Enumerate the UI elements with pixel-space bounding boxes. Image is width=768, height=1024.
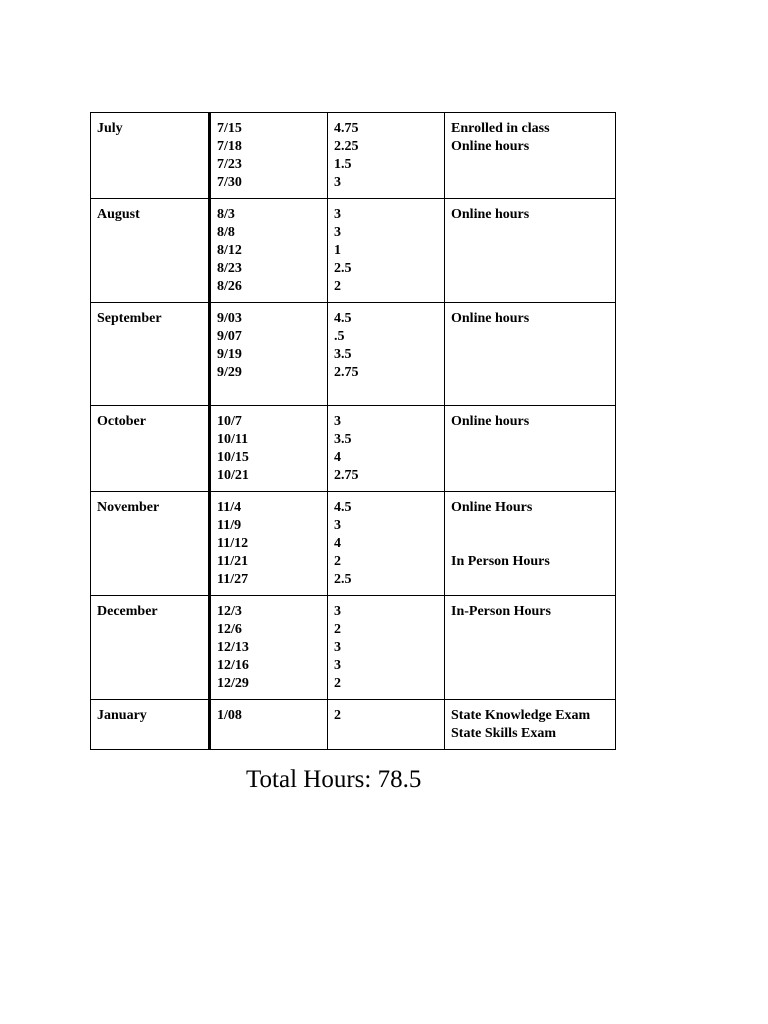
dates-cell <box>210 303 328 406</box>
dates-cell <box>210 492 328 596</box>
date-entry: 10/7 <box>217 414 242 429</box>
note-entry: In Person Hours <box>451 554 550 569</box>
notes-cell <box>445 700 616 750</box>
month-cell <box>91 596 210 700</box>
date-entry: 7/23 <box>217 157 242 172</box>
month-label: August <box>97 207 140 222</box>
dates-cell <box>210 199 328 303</box>
date-entry: 8/8 <box>217 225 235 240</box>
hours-entry: 2 <box>334 554 341 569</box>
hours-entry: 2.75 <box>334 468 359 483</box>
hours-entry: 2 <box>334 279 341 294</box>
notes-cell <box>445 406 616 492</box>
date-entry: 10/11 <box>217 432 249 447</box>
hours-entry: 4.5 <box>334 311 352 326</box>
note-entry: Enrolled in class <box>451 121 550 136</box>
hours-entry: 3 <box>334 414 341 429</box>
date-entry: 12/16 <box>217 658 249 673</box>
notes-cell <box>445 113 616 199</box>
date-entry: 12/29 <box>217 676 249 691</box>
month-label: October <box>97 414 146 429</box>
month-label: December <box>97 604 158 619</box>
month-label: July <box>97 121 123 136</box>
hours-entry: 2 <box>334 708 341 723</box>
note-entry: State Skills Exam <box>451 726 557 741</box>
table-row <box>91 406 616 492</box>
date-entry: 11/4 <box>217 500 242 515</box>
hours-log-table <box>90 112 616 750</box>
hours-entry: 2.5 <box>334 261 352 276</box>
month-cell <box>91 700 210 750</box>
date-entry: 11/9 <box>217 518 242 533</box>
hours-entry: 3 <box>334 225 341 240</box>
date-entry: 11/12 <box>217 536 249 551</box>
hours-entry: 2.75 <box>334 365 359 380</box>
hours-entry: 1.5 <box>334 157 352 172</box>
table-row <box>91 596 616 700</box>
hours-entry: 3 <box>334 518 341 533</box>
note-entry: State Knowledge Exam <box>451 708 591 723</box>
date-entry: 9/03 <box>217 311 242 326</box>
note-entry: Online hours <box>451 207 530 222</box>
hours-entry: 3 <box>334 207 341 222</box>
table-row <box>91 700 616 750</box>
note-entry: Online hours <box>451 414 530 429</box>
date-entry: 8/12 <box>217 243 242 258</box>
hours-cell <box>328 596 445 700</box>
date-entry: 9/19 <box>217 347 242 362</box>
date-entry: 11/21 <box>217 554 249 569</box>
date-entry: 11/27 <box>217 572 249 587</box>
hours-entry: 4.5 <box>334 500 352 515</box>
notes-cell <box>445 199 616 303</box>
month-label: September <box>97 311 162 326</box>
date-entry: 1/08 <box>217 708 242 723</box>
table-row <box>91 113 616 199</box>
date-entry: 12/13 <box>217 640 249 655</box>
date-entry: 9/29 <box>217 365 242 380</box>
hours-entry: 4 <box>334 536 341 551</box>
date-entry: 7/15 <box>217 121 242 136</box>
hours-entry: 2.25 <box>334 139 359 154</box>
month-label: November <box>97 500 160 515</box>
date-entry: 7/18 <box>217 139 242 154</box>
hours-entry: 3 <box>334 604 341 619</box>
hours-cell <box>328 303 445 406</box>
date-entry: 10/15 <box>217 450 249 465</box>
date-entry: 8/26 <box>217 279 242 294</box>
hours-entry: 2 <box>334 622 341 637</box>
hours-entry: 3 <box>334 658 341 673</box>
table-row <box>91 303 616 406</box>
month-cell <box>91 199 210 303</box>
dates-cell <box>210 113 328 199</box>
month-cell <box>91 492 210 596</box>
dates-cell <box>210 700 328 750</box>
month-label: January <box>97 708 147 723</box>
hours-cell <box>328 113 445 199</box>
note-entry: Online hours <box>451 311 530 326</box>
hours-entry: 3.5 <box>334 347 352 362</box>
hours-entry: 2 <box>334 676 341 691</box>
hours-entry: 3.5 <box>334 432 352 447</box>
date-entry: 12/6 <box>217 622 242 637</box>
hours-entry: 4 <box>334 450 341 465</box>
dates-cell <box>210 406 328 492</box>
hours-cell <box>328 492 445 596</box>
hours-cell <box>328 406 445 492</box>
month-cell <box>91 303 210 406</box>
date-entry: 9/07 <box>217 329 242 344</box>
hours-cell <box>328 700 445 750</box>
date-entry: 8/23 <box>217 261 242 276</box>
hours-entry: 1 <box>334 243 341 258</box>
table-row <box>91 492 616 596</box>
dates-cell <box>210 596 328 700</box>
note-entry: In-Person Hours <box>451 604 551 619</box>
notes-cell <box>445 596 616 700</box>
note-entry: Online Hours <box>451 500 533 515</box>
hours-entry: .5 <box>334 329 345 344</box>
note-entry: Online hours <box>451 139 530 154</box>
hours-entry: 3 <box>334 175 341 190</box>
total-hours-label: Total Hours: 78.5 <box>246 766 422 793</box>
hours-cell <box>328 199 445 303</box>
date-entry: 10/21 <box>217 468 249 483</box>
table-row <box>91 199 616 303</box>
date-entry: 7/30 <box>217 175 242 190</box>
notes-cell <box>445 492 616 596</box>
hours-entry: 3 <box>334 640 341 655</box>
notes-cell <box>445 303 616 406</box>
date-entry: 8/3 <box>217 207 235 222</box>
date-entry: 12/3 <box>217 604 242 619</box>
month-cell <box>91 406 210 492</box>
hours-entry: 2.5 <box>334 572 352 587</box>
month-cell <box>91 113 210 199</box>
hours-entry: 4.75 <box>334 121 359 136</box>
